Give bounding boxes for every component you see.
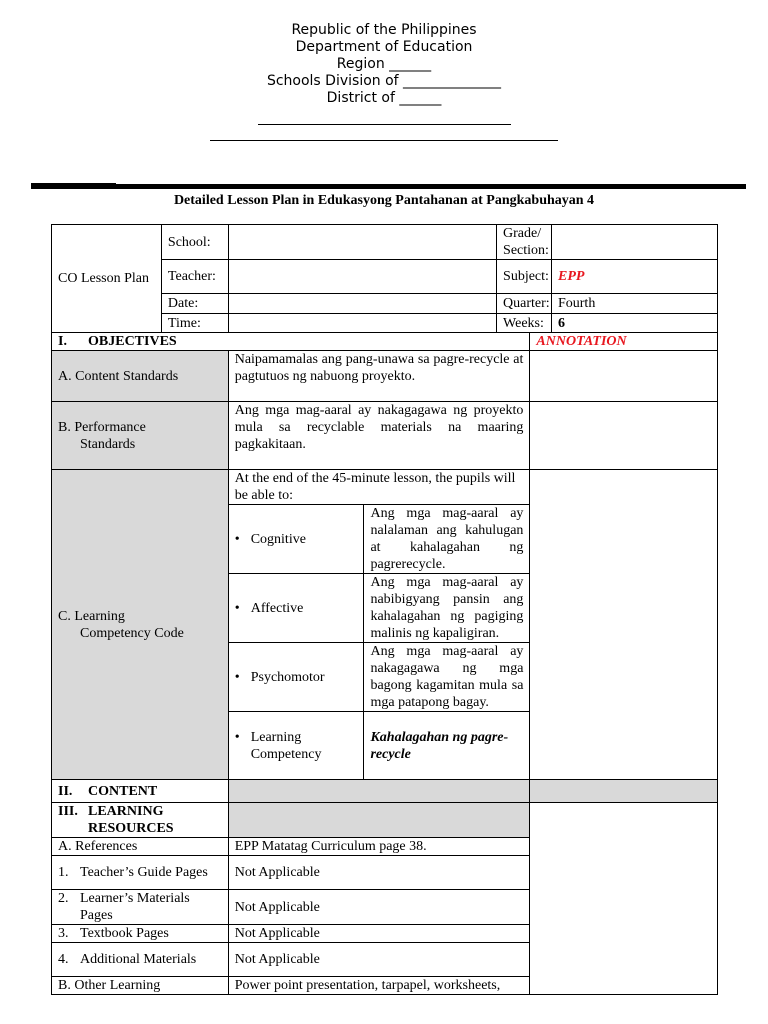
teachers-guide-label: [52, 856, 229, 890]
weeks-value: 6: [551, 314, 717, 333]
co-lesson-plan-label: CO Lesson Plan: [52, 225, 162, 333]
performance-label-line2: Standards: [80, 436, 136, 452]
bullet-learning-competency: [228, 712, 364, 780]
annotation-heading: ANNOTATION: [530, 333, 718, 351]
learning-competency-text: Kahalagahan ng pagre-recycle: [364, 712, 530, 780]
bullet-icon: •: [234, 600, 240, 616]
teachers-guide-title: Teacher’s Guide Pages: [80, 865, 208, 880]
learning-resources-heading: [52, 803, 229, 838]
content-annotation[interactable]: [530, 780, 718, 803]
learning-resources-field[interactable]: [228, 803, 530, 838]
resources-number: III.: [58, 804, 78, 819]
grade-section-field[interactable]: [551, 225, 717, 260]
content-standards-text: Naipamamalas ang pang-unawa sa pagre-recycle at pagtutuos ng nabuong proyekto.: [228, 351, 530, 402]
teachers-guide-value: Not Applicable: [228, 856, 530, 890]
psychomotor-text: Ang mga mag-aaral ay nakagagawa ng mga bagong kagamitan mula sa mga patapong bagay.: [364, 643, 530, 712]
affective-text: Ang mga mag-aaral ay nabibigyang pansin ang kahalagahan ng pagiging malinis ng kapaligiran.: [364, 574, 530, 643]
objectives-number: I.: [58, 334, 67, 349]
bullet-icon: •: [234, 729, 240, 745]
header-divider: [31, 184, 746, 189]
bullet-icon: •: [234, 531, 240, 547]
competency-label-line2: Competency Code: [80, 625, 184, 641]
textbook-pages-title: Textbook Pages: [80, 926, 169, 941]
lesson-plan-table: [51, 224, 718, 995]
learning-competency-label: [52, 470, 229, 780]
subject-value: EPP: [551, 260, 717, 294]
header-republic: Republic of the Philippines: [291, 22, 477, 38]
quarter-label: Quarter:: [497, 294, 552, 314]
school-label: School:: [161, 225, 228, 260]
textbook-pages-number: 3.: [58, 926, 69, 941]
objectives-heading: [52, 333, 530, 351]
other-learning-value: Power point presentation, tarpapel, worksheets,: [228, 977, 530, 995]
content-number: II.: [58, 783, 73, 799]
teacher-field[interactable]: [228, 260, 496, 294]
objectives-title: OBJECTIVES: [88, 334, 177, 349]
content-heading: [52, 780, 229, 803]
header-block: [0, 22, 768, 107]
teachers-guide-number: 1.: [58, 865, 69, 880]
date-field[interactable]: [228, 294, 496, 314]
objectives-intro: At the end of the 45-minute lesson, the pupils will be able to:: [228, 470, 530, 505]
header-department: Department of Education: [295, 39, 473, 55]
references-text: EPP Matatag Curriculum page 38.: [228, 838, 530, 856]
grade-section-label: Grade/ Section:: [497, 225, 552, 260]
weeks-label: Weeks:: [497, 314, 552, 333]
subject-label: Subject:: [497, 260, 552, 294]
bullet-icon: •: [234, 669, 240, 685]
content-field[interactable]: [228, 780, 530, 803]
bullet-cognitive-label: Cognitive: [250, 531, 306, 547]
learners-materials-label: [52, 890, 229, 925]
teacher-label: Teacher:: [161, 260, 228, 294]
learners-materials-title: Learner’s Materials Pages: [80, 891, 190, 923]
bullet-learning-competency-label: Learning Competency: [250, 729, 322, 762]
performance-label-line1: B. Performance: [58, 419, 146, 435]
learners-materials-number: 2.: [58, 891, 69, 906]
competency-label-line1: C. Learning: [58, 608, 125, 624]
textbook-pages-label: [52, 925, 229, 943]
bullet-cognitive: [228, 505, 364, 574]
document-title: Detailed Lesson Plan in Edukasyong Pantahanan at Pangkabuhayan 4: [173, 193, 595, 208]
bullet-psychomotor: [228, 643, 364, 712]
header-division: Schools Division of ______________: [266, 73, 502, 89]
references-label: A. References: [52, 838, 229, 856]
cognitive-text: Ang mga mag-aaral ay nalalaman ang kahulugan at kahalagahan ng pagrerecycle.: [364, 505, 530, 574]
other-learning-label: B. Other Learning: [52, 977, 229, 995]
date-label: Date:: [161, 294, 228, 314]
resources-title-line2: RESOURCES: [88, 821, 174, 836]
blank-line-2: [210, 140, 558, 141]
additional-materials-title: Additional Materials: [80, 952, 197, 967]
learners-materials-value: Not Applicable: [228, 890, 530, 925]
header-divider-accent: [31, 183, 116, 189]
quarter-value: Fourth: [551, 294, 717, 314]
header-district: District of ______: [326, 90, 442, 106]
school-field[interactable]: [228, 225, 496, 260]
header-region: Region ______: [336, 56, 432, 72]
resources-title-line1: LEARNING: [88, 804, 164, 819]
performance-standards-text: Ang mga mag-aaral ay nakagagawa ng proyekto mula sa recyclable materials na maaring pagkakitaan.: [228, 402, 530, 470]
content-title: CONTENT: [88, 783, 158, 799]
competency-annotation[interactable]: [530, 470, 718, 780]
bullet-psychomotor-label: Psychomotor: [250, 669, 325, 685]
blank-line-1: [258, 124, 511, 125]
performance-standards-label: [52, 402, 229, 470]
bullet-affective: [228, 574, 364, 643]
time-field[interactable]: [228, 314, 496, 333]
content-standards-annotation[interactable]: [530, 351, 718, 402]
textbook-pages-value: Not Applicable: [228, 925, 530, 943]
additional-materials-label: [52, 943, 229, 977]
additional-materials-number: 4.: [58, 952, 69, 967]
additional-materials-value: Not Applicable: [228, 943, 530, 977]
content-standards-label: A. Content Standards: [52, 351, 229, 402]
resources-annotation[interactable]: [530, 803, 718, 995]
time-label: Time:: [161, 314, 228, 333]
performance-standards-annotation[interactable]: [530, 402, 718, 470]
bullet-affective-label: Affective: [250, 600, 304, 616]
